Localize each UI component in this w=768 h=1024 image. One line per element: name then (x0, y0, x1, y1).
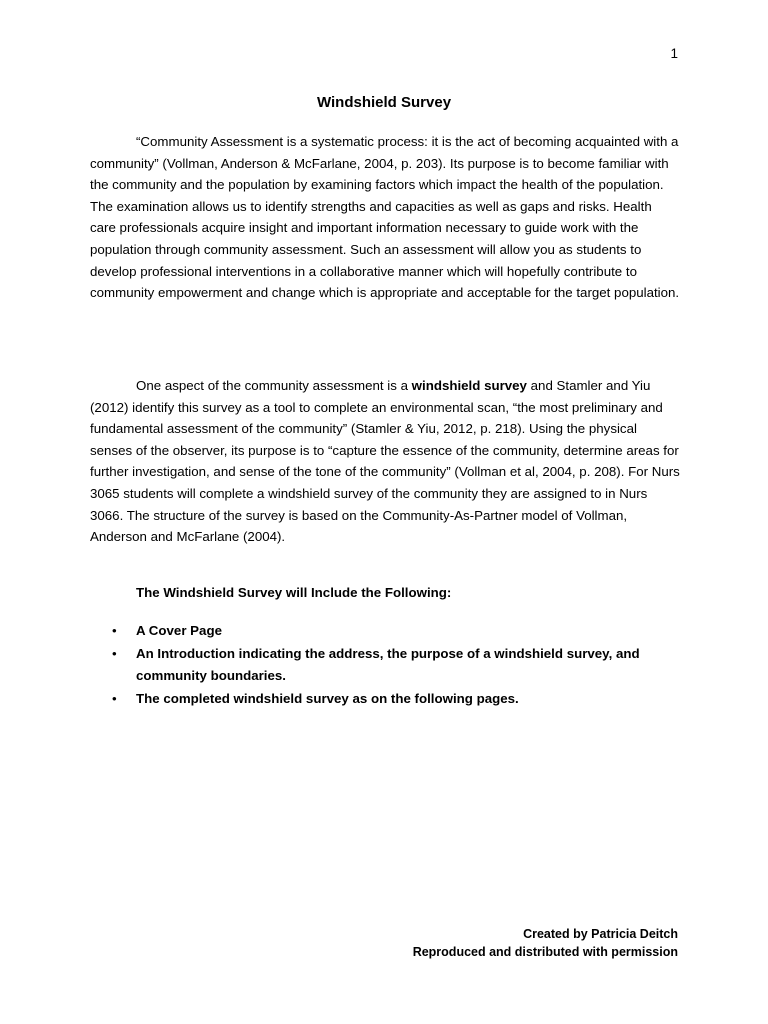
bullet-icon: • (112, 646, 117, 661)
list-item-text: An Introduction indicating the address, the purpose of a windshield survey, and community boundaries. (136, 646, 640, 683)
bullet-icon: • (112, 623, 117, 638)
windshield-paragraph (90, 375, 680, 548)
list-item (90, 688, 650, 710)
windshield-survey-term: windshield survey (411, 378, 527, 393)
list-item-text: A Cover Page (136, 623, 222, 638)
windshield-paragraph-text-after: and Stamler and Yiu (2012) identify this survey as a tool to complete an environmental scan, “the most preliminary and fundamental assessment of the community” (Stamler & Yiu, 2012, p. 218). Using the physical senses of the observer, its purpose is to “capture the essence of the community, determine areas for further investigation, and sense of the tone of the community” (Vollman et al, 2004, p. 208). For Nurs 3065 students will complete a windshield survey of the community they are assigned to in Nurs 3066. The structure of the survey is based on the Community-As-Partner model of Vollman, Anderson and McFarlane (2004). (90, 378, 680, 545)
requirements-list (90, 620, 650, 710)
footer-author: Created by Patricia Deitch (523, 927, 678, 941)
list-item-text: The completed windshield survey as on the following pages. (136, 691, 519, 706)
bullet-icon: • (112, 691, 117, 706)
footer-permission: Reproduced and distributed with permission (412, 945, 678, 959)
list-item (90, 643, 650, 687)
intro-paragraph-text: “Community Assessment is a systematic process: it is the act of becoming acquainted with a community” (Vollman, Anderson & McFarlane, 2004, p. 203). Its purpose is to become familiar with the community and the population by examining factors which impact the health of the population. The examination allows us to identify strengths and capacities as well as gaps and risks. Health care professionals acquire insight and important information necessary to guide work with the population through community assessment. Such an assessment will allow you as students to develop professional interventions in a collaborative manner which will hopefully contribute to community empowerment and change which is appropriate and acceptable for the target population. (90, 134, 680, 301)
page-footer (413, 925, 678, 961)
page-number: 1 (670, 46, 678, 61)
intro-paragraph (90, 131, 680, 304)
document-title: Windshield Survey (316, 94, 452, 111)
list-item (90, 620, 650, 642)
include-heading: The Windshield Survey will Include the Following: (136, 585, 452, 600)
windshield-paragraph-text-before: One aspect of the community assessment is a (136, 378, 412, 393)
